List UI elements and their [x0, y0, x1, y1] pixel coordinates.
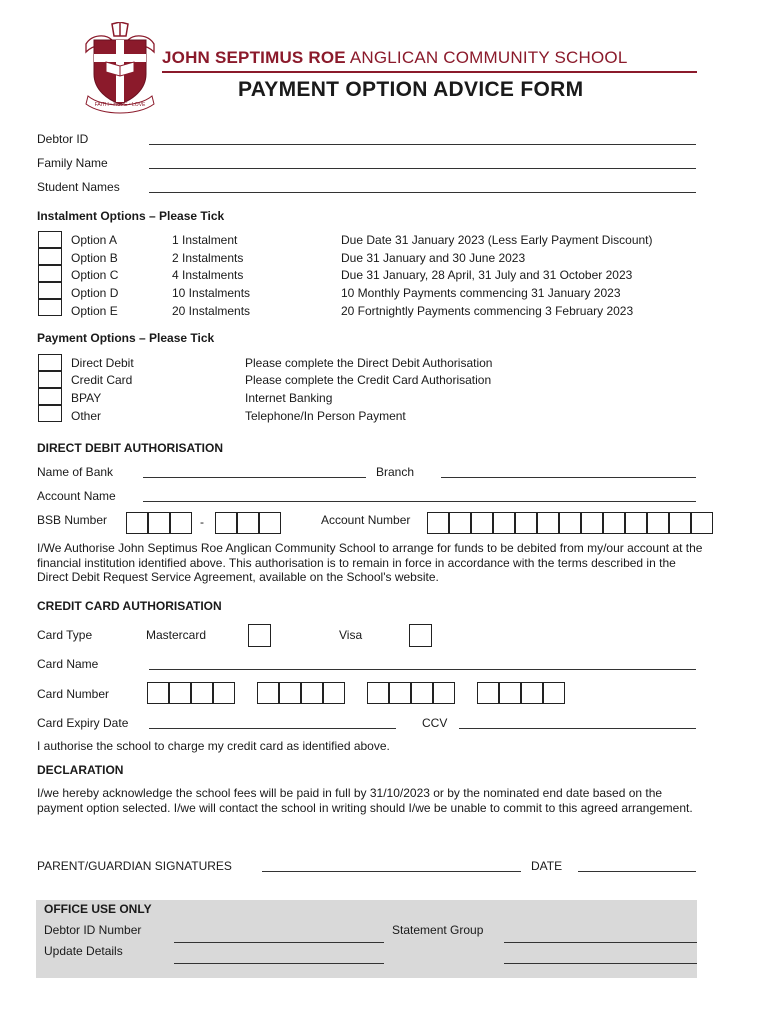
ccv-label: CCV — [422, 716, 448, 730]
payment-name: BPAY — [71, 391, 102, 405]
option-due: Due 31 January, 28 April, 31 July and 31 October 2023 — [341, 268, 633, 282]
school-name-bold: JOHN SEPTIMUS ROE — [162, 48, 346, 67]
option-count: 1 Instalment — [172, 233, 238, 247]
card-digit-box[interactable] — [433, 682, 455, 704]
debtor-id-number-label: Debtor ID Number — [44, 923, 142, 937]
credit-card-checkbox[interactable] — [38, 371, 62, 388]
expiry-field[interactable] — [149, 728, 396, 729]
option-c-checkbox[interactable] — [38, 265, 62, 282]
card-name-field[interactable] — [149, 669, 696, 670]
school-name — [162, 48, 628, 68]
bsb-digit-box[interactable] — [215, 512, 237, 534]
option-count: 10 Instalments — [172, 286, 251, 300]
update-details-field-2[interactable] — [504, 963, 697, 964]
student-names-field[interactable] — [149, 192, 696, 193]
account-digit-box[interactable] — [625, 512, 647, 534]
card-digit-box[interactable] — [323, 682, 345, 704]
credit-card-heading: CREDIT CARD AUTHORISATION — [37, 599, 222, 613]
payment-name: Direct Debit — [71, 356, 134, 370]
credit-card-authorisation-text: I authorise the school to charge my credit card as identified above. — [37, 739, 390, 753]
visa-checkbox[interactable] — [409, 624, 432, 647]
card-digit-box[interactable] — [257, 682, 279, 704]
student-names-label: Student Names — [37, 180, 120, 194]
card-number-label: Card Number — [37, 687, 110, 701]
account-name-label: Account Name — [37, 489, 116, 503]
card-digit-box[interactable] — [389, 682, 411, 704]
option-a-checkbox[interactable] — [38, 231, 62, 248]
debtor-id-label: Debtor ID — [37, 132, 89, 146]
account-digit-box[interactable] — [581, 512, 603, 534]
account-digit-box[interactable] — [669, 512, 691, 534]
account-digit-box[interactable] — [515, 512, 537, 534]
account-digit-box[interactable] — [449, 512, 471, 534]
signatures-label: PARENT/GUARDIAN SIGNATURES — [37, 859, 232, 873]
school-name-rest: ANGLICAN COMMUNITY SCHOOL — [349, 48, 628, 67]
card-digit-box[interactable] — [521, 682, 543, 704]
debtor-id-number-field[interactable] — [174, 942, 384, 943]
card-digit-box[interactable] — [543, 682, 565, 704]
payment-note: Please complete the Credit Card Authorisation — [245, 373, 492, 387]
debtor-id-field[interactable] — [149, 144, 696, 145]
instalment-heading: Instalment Options – Please Tick — [37, 209, 225, 223]
payment-heading: Payment Options – Please Tick — [37, 331, 215, 345]
account-digit-box[interactable] — [647, 512, 669, 534]
form-title: PAYMENT OPTION ADVICE FORM — [238, 78, 584, 101]
account-digit-box[interactable] — [471, 512, 493, 534]
statement-group-label: Statement Group — [392, 923, 484, 937]
mastercard-checkbox[interactable] — [248, 624, 271, 647]
bsb-digit-box[interactable] — [148, 512, 170, 534]
option-count: 20 Instalments — [172, 304, 251, 318]
bsb-digit-box[interactable] — [170, 512, 192, 534]
option-count: 2 Instalments — [172, 251, 244, 265]
card-name-label: Card Name — [37, 657, 99, 671]
payment-name: Other — [71, 409, 102, 423]
account-digit-box[interactable] — [603, 512, 625, 534]
expiry-label: Card Expiry Date — [37, 716, 129, 730]
card-digit-box[interactable] — [191, 682, 213, 704]
option-name: Option C — [71, 268, 119, 282]
update-details-label: Update Details — [44, 944, 123, 958]
header-rule — [162, 71, 697, 73]
option-count: 4 Instalments — [172, 268, 244, 282]
account-digit-box[interactable] — [537, 512, 559, 534]
option-b-checkbox[interactable] — [38, 248, 62, 265]
date-field[interactable] — [578, 871, 696, 872]
ccv-field[interactable] — [459, 728, 696, 729]
card-digit-box[interactable] — [279, 682, 301, 704]
bsb-digit-box[interactable] — [237, 512, 259, 534]
account-digit-box[interactable] — [691, 512, 713, 534]
card-digit-box[interactable] — [169, 682, 191, 704]
account-digit-box[interactable] — [559, 512, 581, 534]
payment-note: Telephone/In Person Payment — [245, 409, 406, 423]
crest-motto: FAITH • HOPE • LOVE — [94, 102, 146, 108]
account-digit-box[interactable] — [427, 512, 449, 534]
option-name: Option D — [71, 286, 119, 300]
option-due: Due 31 January and 30 June 2023 — [341, 251, 526, 265]
date-label: DATE — [531, 859, 563, 873]
other-checkbox[interactable] — [38, 405, 62, 422]
visa-label: Visa — [339, 628, 363, 642]
payment-name: Credit Card — [71, 373, 133, 387]
branch-label: Branch — [376, 465, 415, 479]
statement-group-field[interactable] — [504, 942, 697, 943]
direct-debit-authorisation-text: I/We Authorise John Septimus Roe Anglican Community School to arrange for funds to be debited from my/our account at the financial institution identified above. This authorisation is to remain in force in accordance with the terms described in the Direct Debit Request Service Agreement, available on the School's website. — [37, 541, 703, 584]
office-heading: OFFICE USE ONLY — [44, 902, 152, 916]
direct-debit-heading: DIRECT DEBIT AUTHORISATION — [37, 441, 223, 455]
declaration-text: I/we hereby acknowledge the school fees will be paid in full by 31/10/2023 or by the nominated end date based on the payment option selected. I/we will contact the school in writing should I/we be unable to commit to this agreed arrangement. — [37, 786, 693, 815]
payment-note: Internet Banking — [245, 391, 333, 405]
card-digit-box[interactable] — [367, 682, 389, 704]
option-name: Option E — [71, 304, 118, 318]
card-digit-box[interactable] — [411, 682, 433, 704]
card-digit-box[interactable] — [147, 682, 169, 704]
option-name: Option B — [71, 251, 118, 265]
card-digit-box[interactable] — [301, 682, 323, 704]
bank-label: Name of Bank — [37, 465, 114, 479]
declaration-heading: DECLARATION — [37, 763, 124, 777]
account-number-label: Account Number — [321, 513, 411, 527]
account-digit-box[interactable] — [493, 512, 515, 534]
direct-debit-checkbox[interactable] — [38, 354, 62, 371]
bsb-digit-box[interactable] — [259, 512, 281, 534]
signature-field[interactable] — [262, 871, 521, 872]
option-due: 10 Monthly Payments commencing 31 January 2023 — [341, 286, 621, 300]
branch-field[interactable] — [441, 477, 696, 478]
update-details-field[interactable] — [174, 963, 384, 964]
card-type-label: Card Type — [37, 628, 93, 642]
account-name-field[interactable] — [143, 501, 696, 502]
bsb-digit-box[interactable] — [126, 512, 148, 534]
card-digit-box[interactable] — [499, 682, 521, 704]
payment-note: Please complete the Direct Debit Authorisation — [245, 356, 493, 370]
bsb-label: BSB Number — [37, 513, 108, 527]
option-due: Due Date 31 January 2023 (Less Early Payment Discount) — [341, 233, 653, 247]
option-d-checkbox[interactable] — [38, 282, 62, 299]
card-digit-box[interactable] — [213, 682, 235, 704]
card-digit-box[interactable] — [477, 682, 499, 704]
option-e-checkbox[interactable] — [38, 299, 62, 316]
option-name: Option A — [71, 233, 118, 247]
bank-name-field[interactable] — [143, 477, 366, 478]
bsb-separator: - — [200, 515, 204, 529]
bpay-checkbox[interactable] — [38, 388, 62, 405]
option-due: 20 Fortnightly Payments commencing 3 February 2023 — [341, 304, 634, 318]
family-name-label: Family Name — [37, 156, 108, 170]
mastercard-label: Mastercard — [146, 628, 207, 642]
family-name-field[interactable] — [149, 168, 696, 169]
